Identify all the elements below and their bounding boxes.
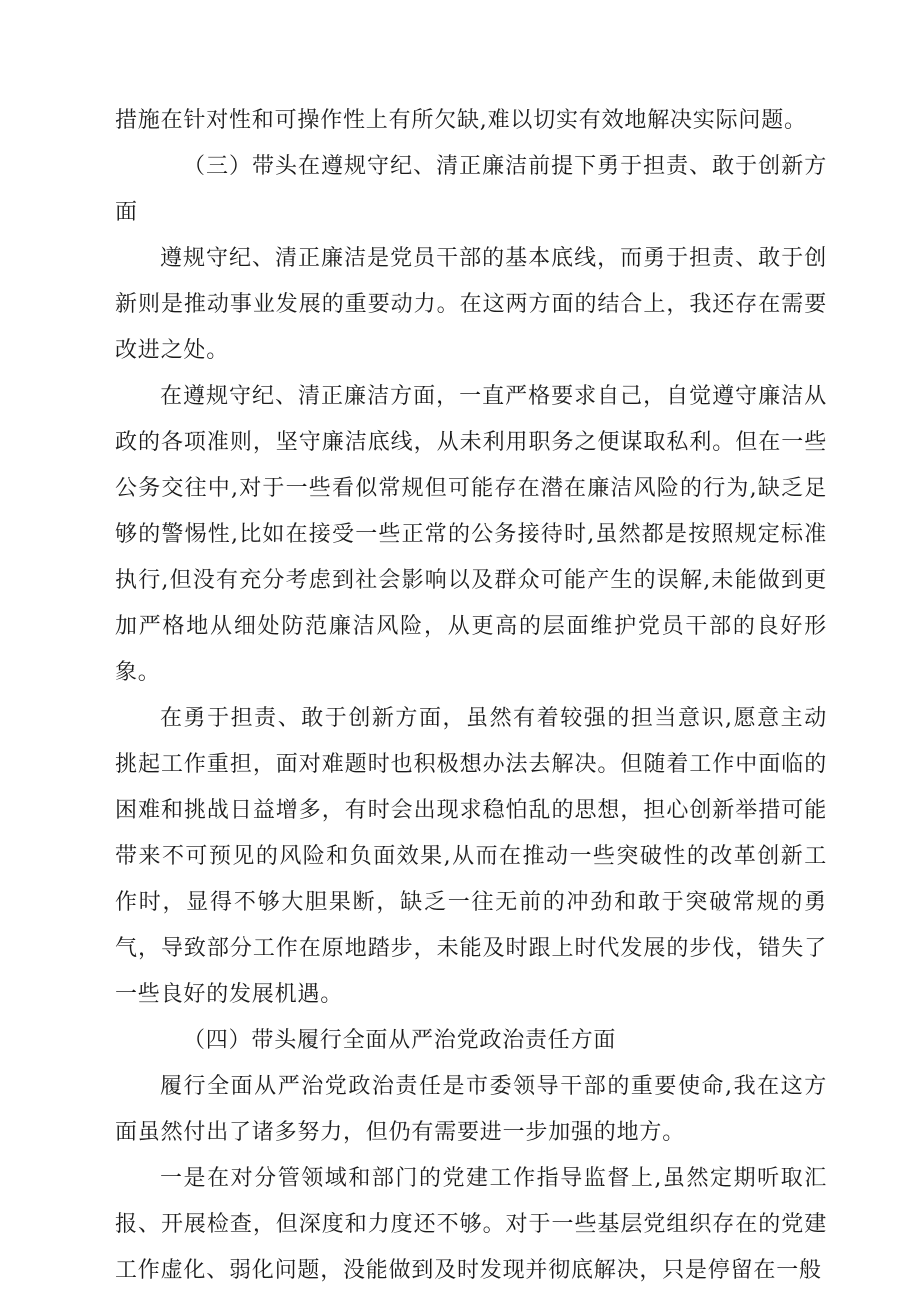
document-body bbox=[115, 98, 827, 1294]
paragraph-intro-3: 遵规守纪、清正廉洁是党员干部的基本底线，而勇于担责、敢于创新则是推动事业发展的重要动力。在这两方面的结合上，我还存在需要改进之处。 bbox=[115, 246, 827, 363]
section-heading-4: （四）带头履行全面从严治党政治责任方面 bbox=[183, 1028, 617, 1053]
section-heading-3: （三）带头在遵规守纪、清正廉洁前提下勇于担责、敢于创新方面 bbox=[115, 154, 827, 225]
paragraph-continuation: 措施在针对性和可操作性上有所欠缺,难以切实有效地解决实际问题。 bbox=[115, 108, 807, 133]
paragraph-intro-4: 履行全面从严治党政治责任是市委领导干部的重要使命,我在这方面虽然付出了诸多努力，但仍有需要进一步加强的地方。 bbox=[115, 1074, 827, 1145]
paragraph-innovation: 在勇于担责、敢于创新方面，虽然有着较强的担当意识,愿意主动挑起工作重担，面对难题时也积极想办法去解决。但随着工作中面临的困难和挑战日益增多，有时会出现求稳怕乱的思想，担心创新举措可能带来不可预见的风险和负面效果,从而在推动一些突破性的改革创新工作时，显得不够大胆果断，缺乏一往无前的冲劲和敢于突破常规的勇气，导致部分工作在原地踏步，未能及时跟上时代发展的步伐，错失了一些良好的发展机遇。 bbox=[115, 706, 827, 1007]
paragraph-discipline: 在遵规守纪、清正廉洁方面，一直严格要求自己，自觉遵守廉洁从政的各项准则，坚守廉洁底线，从未利用职务之便谋取私利。但在一些公务交往中,对于一些看似常规但可能存在潜在廉洁风险的行为,缺乏足够的警惕性,比如在接受一些正常的公务接待时,虽然都是按照规定标准执行,但没有充分考虑到社会影响以及群众可能产生的误解,未能做到更加严格地从细处防范廉洁风险，从更高的层面维护党员干部的良好形象。 bbox=[115, 384, 827, 685]
paragraph-point-1: 一是在对分管领域和部门的党建工作指导监督上,虽然定期听取汇报、开展检查，但深度和力度还不够。对于一些基层党组织存在的党建工作虚化、弱化问题，没能做到及时发现并彻底解决，只是停留在一般 bbox=[115, 1166, 827, 1283]
